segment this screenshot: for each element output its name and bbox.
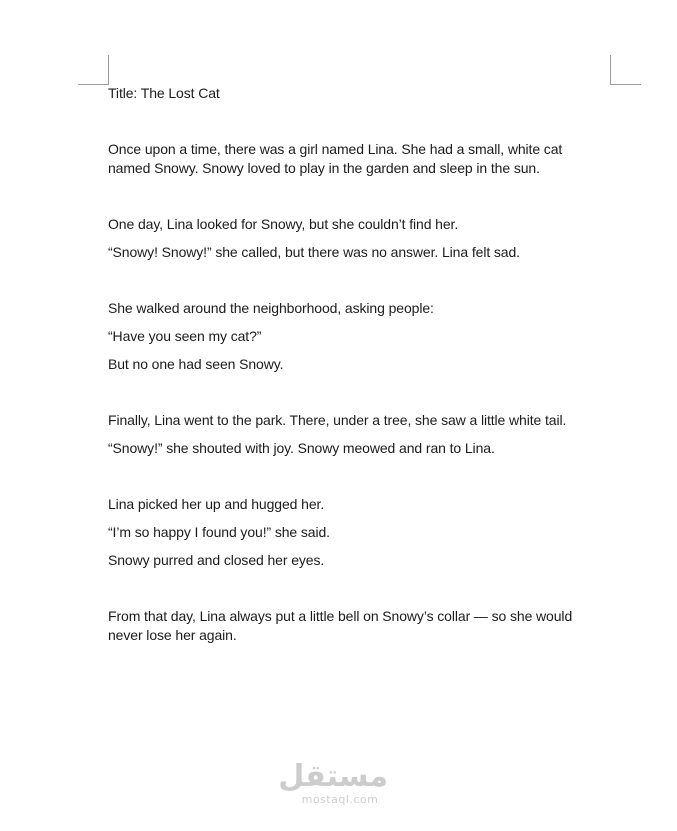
paragraph	[108, 551, 608, 570]
paragraph-line: She walked around the neighborhood, asking people:	[108, 300, 434, 316]
paragraph-line: Snowy purred and closed her eyes.	[108, 552, 325, 568]
paragraph-line: One day, Lina looked for Snowy, but she couldn’t find her.	[108, 216, 459, 232]
margin-mark-top-left	[108, 55, 109, 85]
paragraph-line: “Snowy!” she shouted with joy. Snowy meowed and ran to Lina.	[108, 440, 495, 456]
document-title: Title: The Lost Cat	[108, 85, 220, 101]
document-body[interactable]	[108, 84, 608, 645]
paragraph-line: From that day, Lina always put a little bell on Snowy’s collar — so she would	[108, 608, 573, 624]
paragraph	[108, 215, 608, 234]
paragraph-line: But no one had seen Snowy.	[108, 356, 284, 372]
paragraph	[108, 299, 608, 318]
paragraph	[108, 607, 608, 645]
margin-mark-top-right	[610, 84, 641, 85]
paragraph	[108, 140, 608, 178]
paragraph-line: “Snowy! Snowy!” she called, but there was no answer. Lina felt sad.	[108, 244, 520, 260]
paragraph	[108, 327, 608, 346]
paragraph-line: Finally, Lina went to the park. There, under a tree, she saw a little white tail.	[108, 412, 567, 428]
paragraph-line: “I’m so happy I found you!” she said.	[108, 524, 330, 540]
paragraph-line: Once upon a time, there was a girl named Lina. She had a small, white cat	[108, 141, 563, 157]
margin-mark-top-right	[610, 55, 611, 85]
paragraph-line: Lina picked her up and hugged her.	[108, 496, 325, 512]
paragraph	[108, 355, 608, 374]
margin-mark-top-left	[78, 84, 109, 85]
paragraph	[108, 411, 608, 430]
paragraph	[108, 523, 608, 542]
paragraph-line: “Have you seen my cat?”	[108, 328, 262, 344]
paragraph	[108, 243, 608, 262]
watermark-logo	[278, 759, 388, 806]
paragraph	[108, 439, 608, 458]
paragraph	[108, 495, 608, 514]
watermark-arabic-text: مستقل	[278, 759, 388, 794]
watermark-latin-text: mostaql.com	[301, 793, 379, 806]
paragraph-line: named Snowy. Snowy loved to play in the garden and sleep in the sun.	[108, 160, 540, 176]
paragraph-line: never lose her again.	[108, 627, 237, 643]
